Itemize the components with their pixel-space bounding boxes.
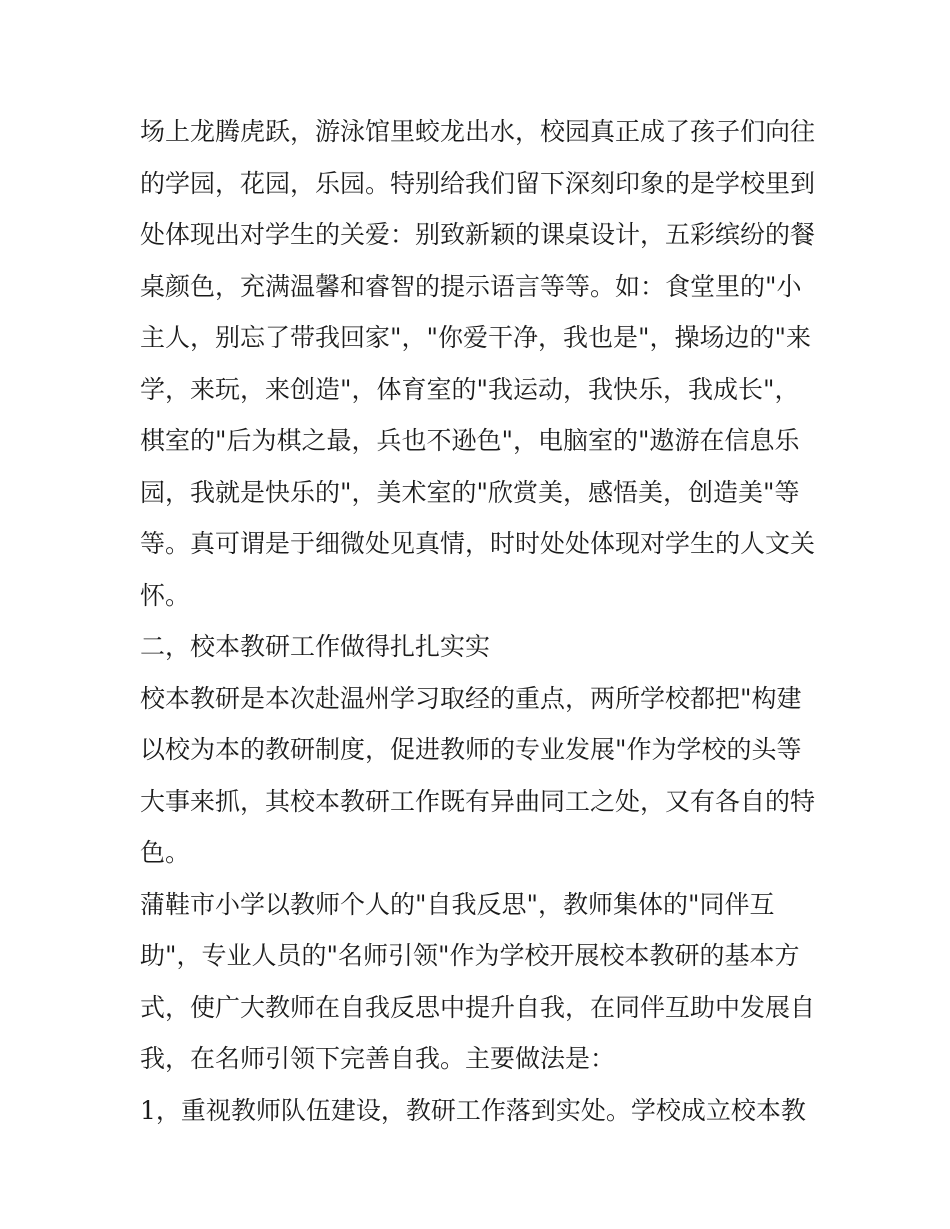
- text-line-10: 怀。: [140, 580, 191, 610]
- text-line-12: 校本教研是本次赴温州学习取经的重点，两所学校都把"构建: [140, 683, 802, 713]
- text-line-15: 色。: [140, 838, 191, 867]
- text-line-16: 蒲鞋市小学以教师个人的"自我反思"，教师集体的"同伴互: [140, 889, 775, 919]
- text-line-9: 等。真可谓是于细微处见真情，时时处处体现对学生的人文关: [140, 529, 816, 558]
- list-item-1: 1，重视教师队伍建设，教研工作落到实处。学校成立校本教: [140, 1095, 806, 1125]
- text-line-18: 式，使广大教师在自我反思中提升自我，在同伴互助中发展自: [140, 992, 816, 1022]
- text-line-2: 的学园，花园，乐园。特别给我们留下深刻印象的是学校里到: [140, 168, 816, 198]
- text-line-6: 学，来玩，来创造"，体育室的"我运动，我快乐，我成长"，: [140, 374, 800, 404]
- text-line-5: 主人，别忘了带我回家"，"你爱干净，我也是"，操场边的"来: [140, 323, 811, 352]
- section-heading: 二，校本教研工作做得扎扎实实: [140, 632, 491, 661]
- text-line-13: 以校为本的教研制度，促进教师的专业发展"作为学校的头等: [140, 735, 802, 764]
- text-line-17: 助"，专业人员的"名师引领"作为学校开展校本教研的基本方: [140, 941, 800, 970]
- text-line-7: 棋室的"后为棋之最，兵也不逊色"，电脑室的"遨游在信息乐: [140, 426, 800, 455]
- body-text: [140, 106, 820, 1136]
- text-line-8: 园，我就是快乐的"，美术室的"欣赏美，感悟美，创造美"等: [140, 477, 800, 507]
- text-line-3: 处体现出对学生的关爱：别致新颖的课桌设计，五彩缤纷的餐: [140, 220, 816, 249]
- text-line-14: 大事来抓，其校本教研工作既有异曲同工之处，又有各自的特: [140, 786, 816, 816]
- text-line-1: 场上龙腾虎跃，游泳馆里蛟龙出水，校园真正成了孩子们向往: [140, 117, 816, 146]
- text-line-19: 我，在名师引领下完善自我。主要做法是：: [140, 1044, 616, 1073]
- text-line-4: 桌颜色，充满温馨和睿智的提示语言等等。如：食堂里的"小: [140, 271, 802, 301]
